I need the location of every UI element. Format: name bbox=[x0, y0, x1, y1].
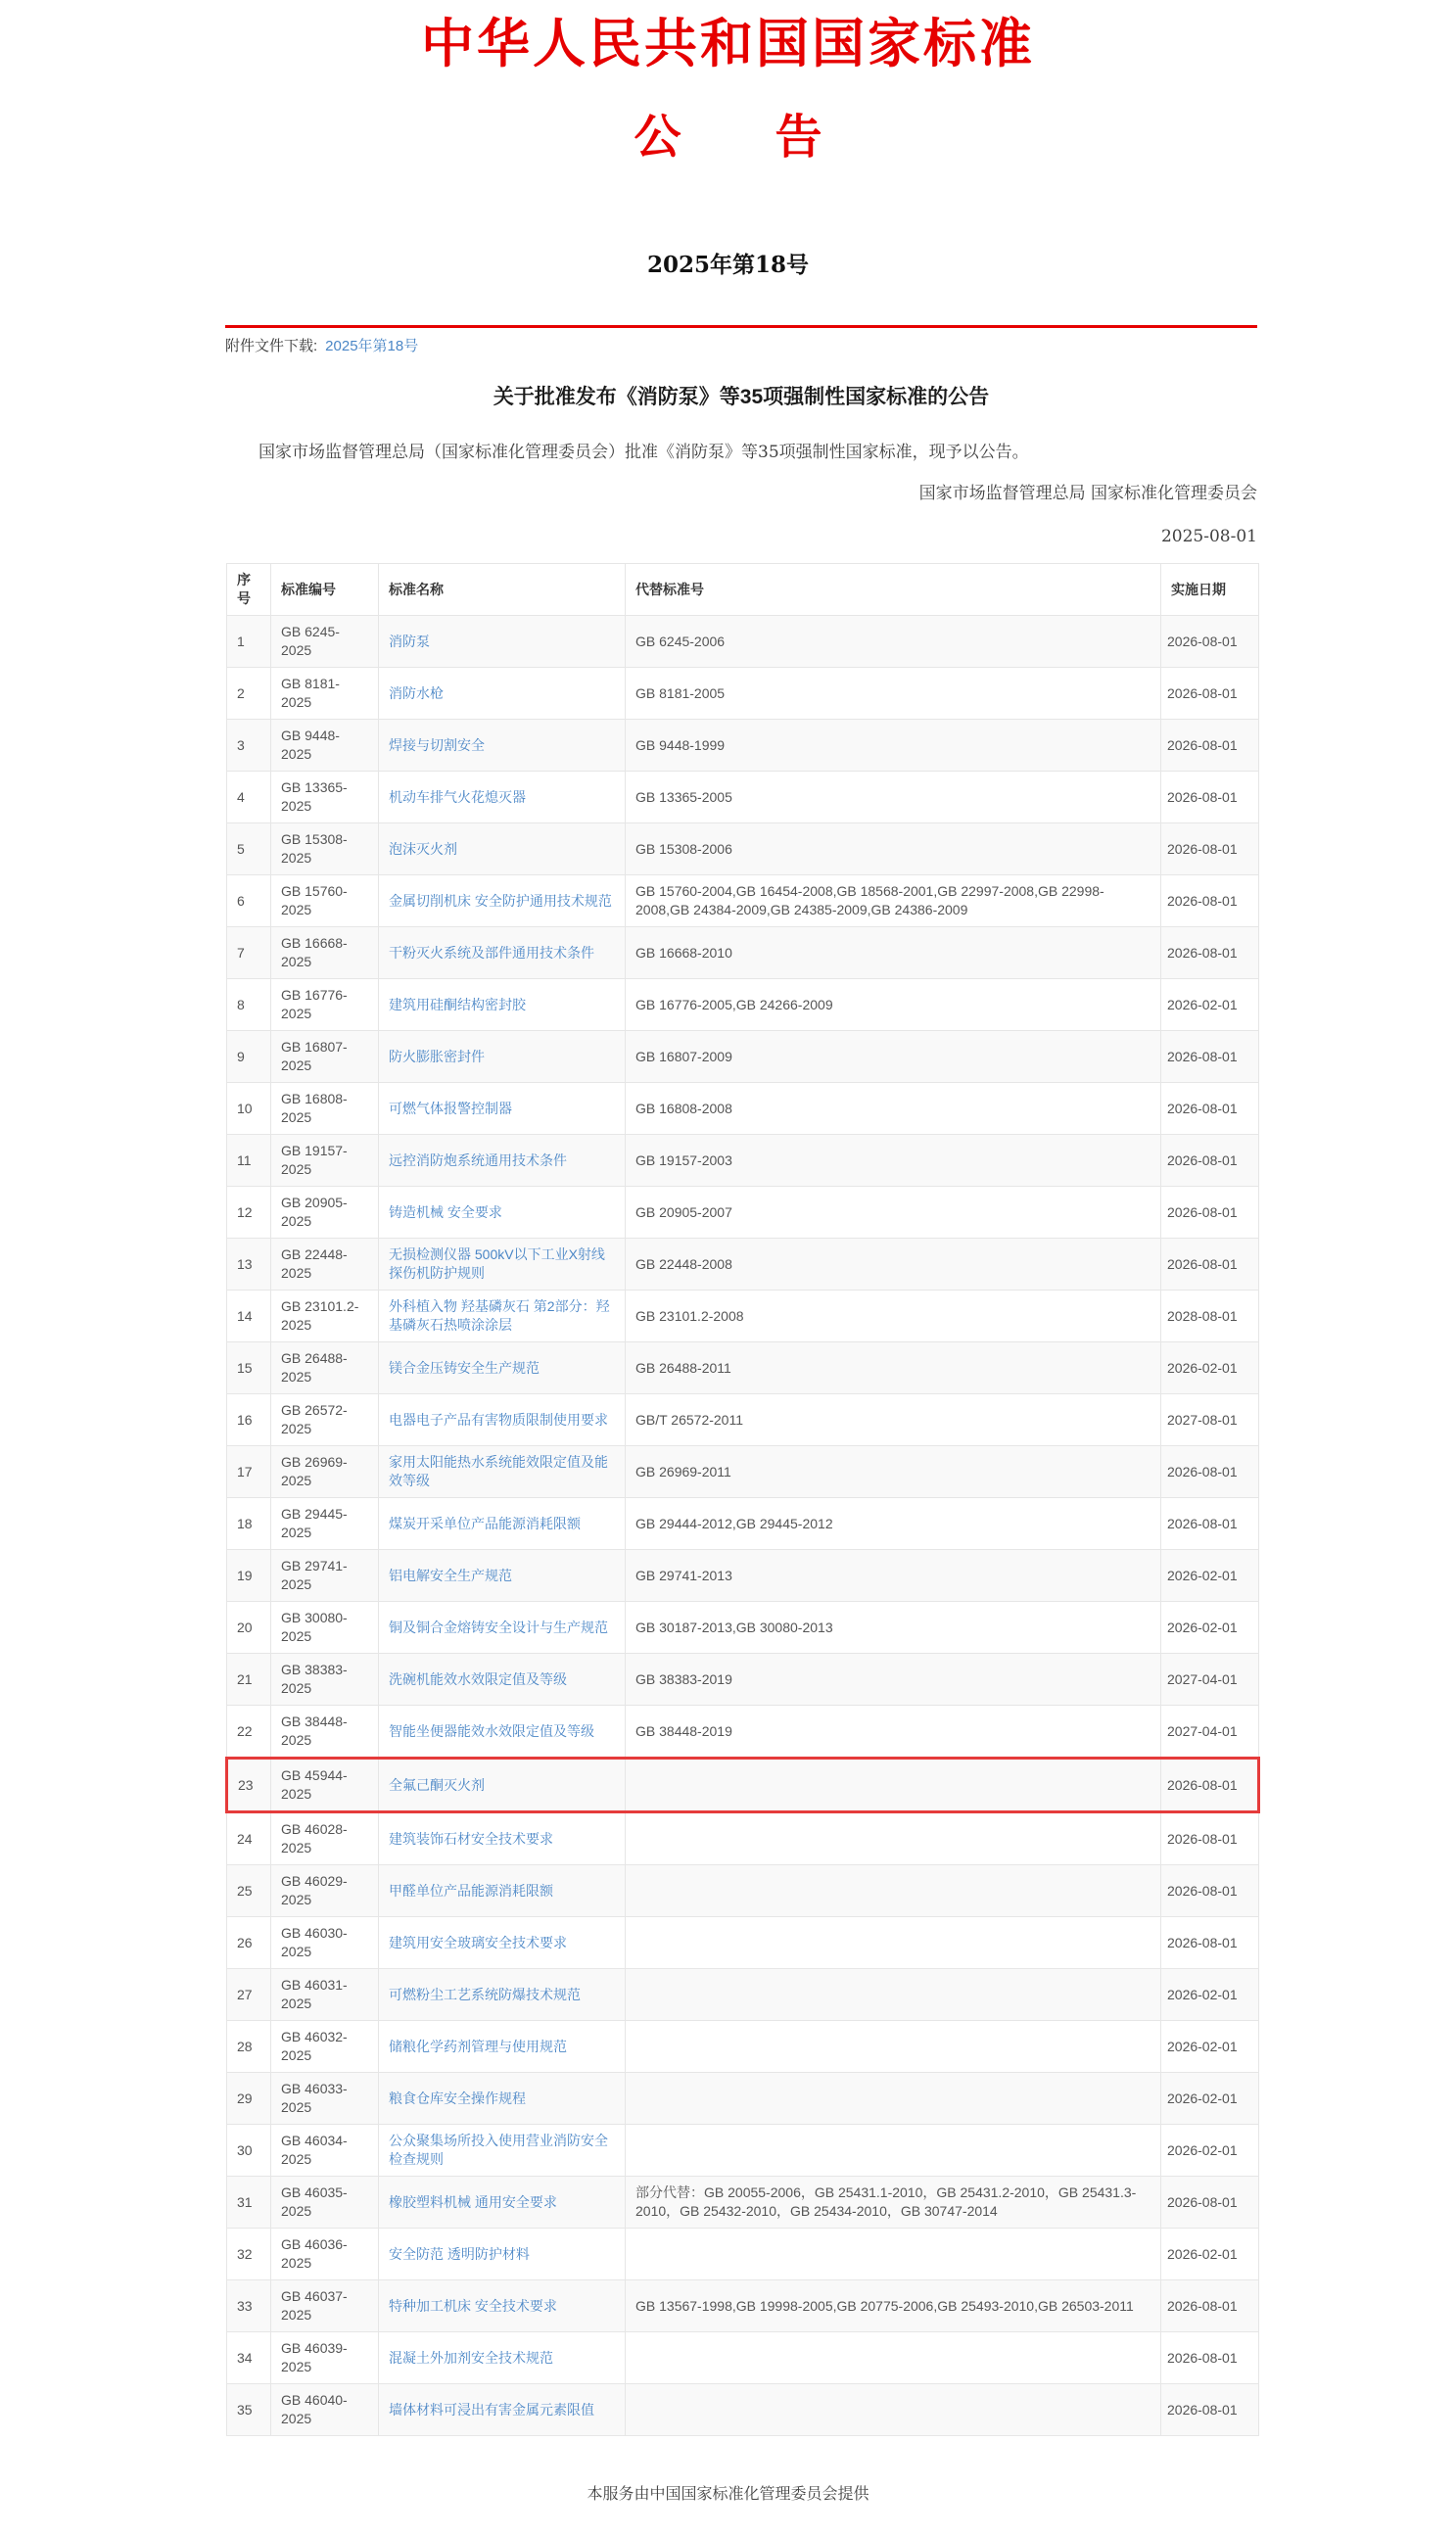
cell-standard-code: GB 13365-2025 bbox=[271, 772, 379, 823]
cell-standard-code: GB 30080-2025 bbox=[271, 1602, 379, 1654]
cell-standard-name bbox=[379, 1498, 626, 1550]
cell-standard-code: GB 6245-2025 bbox=[271, 616, 379, 668]
cell-implementation-date: 2026-02-01 bbox=[1161, 1342, 1259, 1394]
table-row bbox=[227, 875, 1259, 927]
cell-seq: 16 bbox=[227, 1394, 271, 1446]
cell-seq: 35 bbox=[227, 2384, 271, 2436]
cell-standard-code: GB 16776-2025 bbox=[271, 979, 379, 1031]
table-row bbox=[227, 2384, 1259, 2436]
standard-name-link[interactable]: 铸造机械 安全要求 bbox=[389, 1203, 502, 1220]
cell-replaced-standards: GB 9448-1999 bbox=[626, 720, 1161, 772]
cell-standard-name bbox=[379, 1969, 626, 2021]
cell-implementation-date: 2026-08-01 bbox=[1161, 1446, 1259, 1498]
table-row bbox=[227, 720, 1259, 772]
red-divider bbox=[225, 325, 1257, 328]
cell-replaced-standards: GB 23101.2-2008 bbox=[626, 1291, 1161, 1342]
cell-seq: 12 bbox=[227, 1187, 271, 1239]
cell-seq: 1 bbox=[227, 616, 271, 668]
cell-implementation-date: 2026-08-01 bbox=[1161, 2177, 1259, 2229]
cell-seq: 4 bbox=[227, 772, 271, 823]
cell-seq: 18 bbox=[227, 1498, 271, 1550]
standard-name-link[interactable]: 可燃气体报警控制器 bbox=[389, 1100, 512, 1116]
standard-name-link[interactable]: 铜及铜合金熔铸安全设计与生产规范 bbox=[389, 1619, 608, 1635]
cell-standard-code: GB 9448-2025 bbox=[271, 720, 379, 772]
cell-implementation-date: 2026-08-01 bbox=[1161, 2384, 1259, 2436]
standard-name-link[interactable]: 建筑用安全玻璃安全技术要求 bbox=[389, 1934, 567, 1950]
cell-seq: 24 bbox=[227, 1812, 271, 1865]
table-row bbox=[227, 1602, 1259, 1654]
standard-name-link[interactable]: 防火膨胀密封件 bbox=[389, 1048, 485, 1064]
cell-implementation-date: 2026-08-01 bbox=[1161, 1187, 1259, 1239]
cell-replaced-standards: GB 16807-2009 bbox=[626, 1031, 1161, 1083]
col-header-replaces: 代替标准号 bbox=[626, 564, 1161, 616]
cell-standard-name bbox=[379, 1083, 626, 1135]
standard-name-link[interactable]: 粮食仓库安全操作规程 bbox=[389, 2090, 526, 2106]
table-row bbox=[227, 1706, 1259, 1759]
cell-replaced-standards: GB 19157-2003 bbox=[626, 1135, 1161, 1187]
standard-name-link[interactable]: 特种加工机床 安全技术要求 bbox=[389, 2297, 557, 2314]
table-row bbox=[227, 2332, 1259, 2384]
attachment-label: 附件文件下载: bbox=[225, 338, 318, 354]
cell-seq: 3 bbox=[227, 720, 271, 772]
col-header-seq: 序号 bbox=[227, 564, 271, 616]
cell-standard-code: GB 8181-2025 bbox=[271, 668, 379, 720]
standard-name-link[interactable]: 铝电解安全生产规范 bbox=[389, 1567, 512, 1583]
cell-seq: 29 bbox=[227, 2073, 271, 2125]
cell-replaced-standards bbox=[626, 2384, 1161, 2436]
cell-seq: 25 bbox=[227, 1865, 271, 1917]
cell-standard-code: GB 29445-2025 bbox=[271, 1498, 379, 1550]
cell-seq: 32 bbox=[227, 2229, 271, 2280]
cell-standard-code: GB 15308-2025 bbox=[271, 823, 379, 875]
cell-replaced-standards: GB 20905-2007 bbox=[626, 1187, 1161, 1239]
cell-implementation-date: 2027-04-01 bbox=[1161, 1706, 1259, 1759]
table-row bbox=[227, 1187, 1259, 1239]
cell-seq: 6 bbox=[227, 875, 271, 927]
cell-implementation-date: 2026-08-01 bbox=[1161, 927, 1259, 979]
cell-standard-name bbox=[379, 1239, 626, 1291]
standard-name-link[interactable]: 公众聚集场所投入使用营业消防安全检查规则 bbox=[389, 2133, 608, 2167]
cell-standard-name bbox=[379, 875, 626, 927]
col-header-code: 标准编号 bbox=[271, 564, 379, 616]
table-row bbox=[227, 1083, 1259, 1135]
cell-replaced-standards: GB 6245-2006 bbox=[626, 616, 1161, 668]
cell-implementation-date: 2027-08-01 bbox=[1161, 1394, 1259, 1446]
standard-name-link[interactable]: 洗碗机能效水效限定值及等级 bbox=[389, 1670, 567, 1687]
cell-implementation-date: 2026-02-01 bbox=[1161, 1969, 1259, 2021]
cell-replaced-standards: GB 13365-2005 bbox=[626, 772, 1161, 823]
table-row bbox=[227, 823, 1259, 875]
cell-replaced-standards bbox=[626, 1917, 1161, 1969]
issue-number: 2025年第18号 bbox=[646, 252, 810, 278]
issue-date: 2025-08-01 bbox=[1160, 527, 1257, 546]
cell-standard-name bbox=[379, 2384, 626, 2436]
cell-replaced-standards bbox=[626, 2229, 1161, 2280]
cell-standard-name bbox=[379, 1706, 626, 1759]
standard-name-link[interactable]: 电器电子产品有害物质限制使用要求 bbox=[389, 1411, 608, 1428]
standards-table bbox=[225, 563, 1260, 2436]
cell-standard-code: GB 19157-2025 bbox=[271, 1135, 379, 1187]
masthead-title: 中华人民共和国国家标准 bbox=[421, 12, 1035, 74]
cell-implementation-date: 2026-08-01 bbox=[1161, 1865, 1259, 1917]
cell-implementation-date: 2026-02-01 bbox=[1161, 2073, 1259, 2125]
cell-implementation-date: 2028-08-01 bbox=[1161, 1291, 1259, 1342]
standard-name-link[interactable]: 机动车排气火花熄灭器 bbox=[389, 788, 526, 805]
cell-replaced-standards: GB/T 26572-2011 bbox=[626, 1394, 1161, 1446]
cell-standard-code: GB 22448-2025 bbox=[271, 1239, 379, 1291]
standard-name-link[interactable]: 甲醛单位产品能源消耗限额 bbox=[389, 1882, 553, 1899]
standard-name-link[interactable]: 消防泵 bbox=[389, 633, 430, 649]
cell-standard-name bbox=[379, 2125, 626, 2177]
cell-standard-code: GB 46032-2025 bbox=[271, 2021, 379, 2073]
cell-replaced-standards: GB 8181-2005 bbox=[626, 668, 1161, 720]
cell-implementation-date: 2026-08-01 bbox=[1161, 1083, 1259, 1135]
cell-standard-code: GB 46036-2025 bbox=[271, 2229, 379, 2280]
cell-standard-name bbox=[379, 1812, 626, 1865]
cell-standard-name bbox=[379, 1291, 626, 1342]
cell-standard-name bbox=[379, 979, 626, 1031]
cell-standard-code: GB 16668-2025 bbox=[271, 927, 379, 979]
cell-implementation-date: 2026-08-01 bbox=[1161, 1498, 1259, 1550]
cell-standard-name bbox=[379, 1394, 626, 1446]
cell-standard-name bbox=[379, 2332, 626, 2384]
table-row bbox=[227, 1812, 1259, 1865]
table-row bbox=[227, 927, 1259, 979]
cell-standard-code: GB 20905-2025 bbox=[271, 1187, 379, 1239]
cell-replaced-standards: GB 26488-2011 bbox=[626, 1342, 1161, 1394]
cell-standard-code: GB 29741-2025 bbox=[271, 1550, 379, 1602]
cell-replaced-standards: GB 29741-2013 bbox=[626, 1550, 1161, 1602]
table-row bbox=[227, 1550, 1259, 1602]
cell-seq: 5 bbox=[227, 823, 271, 875]
cell-standard-code: GB 15760-2025 bbox=[271, 875, 379, 927]
cell-replaced-standards: GB 15308-2006 bbox=[626, 823, 1161, 875]
cell-replaced-standards: GB 26969-2011 bbox=[626, 1446, 1161, 1498]
cell-standard-name bbox=[379, 2229, 626, 2280]
cell-standard-name bbox=[379, 1654, 626, 1706]
cell-seq: 22 bbox=[227, 1706, 271, 1759]
table-row bbox=[227, 979, 1259, 1031]
cell-implementation-date: 2026-08-01 bbox=[1161, 2332, 1259, 2384]
cell-standard-code: GB 16807-2025 bbox=[271, 1031, 379, 1083]
cell-seq: 7 bbox=[227, 927, 271, 979]
cell-replaced-standards bbox=[626, 2125, 1161, 2177]
cell-seq: 15 bbox=[227, 1342, 271, 1394]
cell-standard-name bbox=[379, 1550, 626, 1602]
cell-seq: 28 bbox=[227, 2021, 271, 2073]
cell-implementation-date: 2026-08-01 bbox=[1161, 875, 1259, 927]
cell-replaced-standards bbox=[626, 1759, 1161, 1812]
col-header-name: 标准名称 bbox=[379, 564, 626, 616]
announcement-title: 关于批准发布《消防泵》等35项强制性国家标准的公告 bbox=[493, 386, 990, 408]
table-row bbox=[227, 1446, 1259, 1498]
table-row bbox=[227, 2073, 1259, 2125]
cell-implementation-date: 2026-08-01 bbox=[1161, 668, 1259, 720]
cell-standard-code: GB 46037-2025 bbox=[271, 2280, 379, 2332]
table-row bbox=[227, 616, 1259, 668]
cell-standard-code: GB 46033-2025 bbox=[271, 2073, 379, 2125]
standard-name-link[interactable]: 镁合金压铸安全生产规范 bbox=[389, 1359, 540, 1376]
cell-seq: 23 bbox=[227, 1759, 271, 1812]
standard-name-link[interactable]: 智能坐便器能效水效限定值及等级 bbox=[389, 1722, 594, 1739]
cell-replaced-standards bbox=[626, 1865, 1161, 1917]
table-row bbox=[227, 2021, 1259, 2073]
cell-implementation-date: 2026-02-01 bbox=[1161, 1550, 1259, 1602]
standard-name-link[interactable]: 干粉灭火系统及部件通用技术条件 bbox=[389, 944, 594, 961]
attachment-download-link[interactable]: 2025年第18号 bbox=[325, 338, 419, 354]
table-row bbox=[227, 1291, 1259, 1342]
cell-standard-code: GB 46031-2025 bbox=[271, 1969, 379, 2021]
table-row bbox=[227, 1342, 1259, 1394]
cell-standard-code: GB 38383-2025 bbox=[271, 1654, 379, 1706]
standard-name-link[interactable]: 墙体材料可浸出有害金属元素限值 bbox=[389, 2401, 594, 2418]
cell-standard-name bbox=[379, 2073, 626, 2125]
cell-seq: 33 bbox=[227, 2280, 271, 2332]
cell-standard-code: GB 16808-2025 bbox=[271, 1083, 379, 1135]
table-row bbox=[227, 1394, 1259, 1446]
table-row bbox=[227, 1498, 1259, 1550]
cell-replaced-standards: GB 29444-2012,GB 29445-2012 bbox=[626, 1498, 1161, 1550]
cell-seq: 11 bbox=[227, 1135, 271, 1187]
table-row bbox=[227, 772, 1259, 823]
cell-implementation-date: 2026-08-01 bbox=[1161, 1031, 1259, 1083]
cell-standard-name bbox=[379, 1187, 626, 1239]
cell-implementation-date: 2026-08-01 bbox=[1161, 720, 1259, 772]
cell-replaced-standards: GB 16808-2008 bbox=[626, 1083, 1161, 1135]
cell-standard-code: GB 38448-2025 bbox=[271, 1706, 379, 1759]
cell-seq: 20 bbox=[227, 1602, 271, 1654]
cell-standard-name bbox=[379, 1917, 626, 1969]
cell-standard-name bbox=[379, 720, 626, 772]
cell-standard-name bbox=[379, 1135, 626, 1187]
cell-replaced-standards: GB 13567-1998,GB 19998-2005,GB 20775-2006,GB 25493-2010,GB 26503-2011 bbox=[626, 2280, 1161, 2332]
cell-replaced-standards: GB 38448-2019 bbox=[626, 1706, 1161, 1759]
cell-standard-name bbox=[379, 616, 626, 668]
cell-standard-name bbox=[379, 1865, 626, 1917]
cell-standard-name bbox=[379, 1342, 626, 1394]
table-row bbox=[227, 1239, 1259, 1291]
table-row bbox=[227, 1865, 1259, 1917]
standard-name-link[interactable]: 全氟己酮灭火剂 bbox=[389, 1776, 485, 1793]
cell-implementation-date: 2026-08-01 bbox=[1161, 1239, 1259, 1291]
cell-replaced-standards: GB 16668-2010 bbox=[626, 927, 1161, 979]
cell-replaced-standards: GB 38383-2019 bbox=[626, 1654, 1161, 1706]
cell-implementation-date: 2027-04-01 bbox=[1161, 1654, 1259, 1706]
issuing-authority: 国家市场监督管理总局 国家标准化管理委员会 bbox=[918, 484, 1257, 503]
cell-seq: 26 bbox=[227, 1917, 271, 1969]
standard-name-link[interactable]: 混凝土外加剂安全技术规范 bbox=[389, 2349, 553, 2366]
cell-standard-name bbox=[379, 2280, 626, 2332]
standard-name-link[interactable]: 家用太阳能热水系统能效限定值及能效等级 bbox=[389, 1454, 608, 1488]
standard-name-link[interactable]: 无损检测仪器 500kV以下工业X射线探伤机防护规则 bbox=[389, 1246, 605, 1281]
table-row bbox=[227, 1135, 1259, 1187]
table-row bbox=[227, 668, 1259, 720]
cell-standard-name bbox=[379, 1759, 626, 1812]
cell-seq: 13 bbox=[227, 1239, 271, 1291]
cell-standard-code: GB 46035-2025 bbox=[271, 2177, 379, 2229]
cell-implementation-date: 2026-08-01 bbox=[1161, 616, 1259, 668]
cell-standard-name bbox=[379, 823, 626, 875]
cell-seq: 9 bbox=[227, 1031, 271, 1083]
cell-standard-code: GB 26488-2025 bbox=[271, 1342, 379, 1394]
cell-implementation-date: 2026-08-01 bbox=[1161, 1812, 1259, 1865]
cell-replaced-standards bbox=[626, 1812, 1161, 1865]
cell-standard-name bbox=[379, 668, 626, 720]
cell-replaced-standards: GB 16776-2005,GB 24266-2009 bbox=[626, 979, 1161, 1031]
cell-implementation-date: 2026-08-01 bbox=[1161, 1759, 1259, 1812]
cell-implementation-date: 2026-02-01 bbox=[1161, 2125, 1259, 2177]
table-row bbox=[227, 2177, 1259, 2229]
standard-name-link[interactable]: 消防水枪 bbox=[389, 684, 444, 701]
cell-replaced-standards: GB 30187-2013,GB 30080-2013 bbox=[626, 1602, 1161, 1654]
cell-seq: 34 bbox=[227, 2332, 271, 2384]
cell-standard-name bbox=[379, 2177, 626, 2229]
table-row bbox=[227, 2280, 1259, 2332]
table-row bbox=[227, 2125, 1259, 2177]
table-row bbox=[227, 1654, 1259, 1706]
cell-standard-name bbox=[379, 2021, 626, 2073]
announcement-body: 国家市场监督管理总局（国家标准化管理委员会）批准《消防泵》等35项强制性国家标准，现予以公告。 bbox=[258, 443, 1029, 462]
cell-seq: 2 bbox=[227, 668, 271, 720]
standard-name-link[interactable]: 泡沫灭火剂 bbox=[389, 840, 457, 857]
standard-name-link[interactable]: 远控消防炮系统通用技术条件 bbox=[389, 1151, 567, 1168]
cell-replaced-standards bbox=[626, 2332, 1161, 2384]
standard-name-link[interactable]: 外科植入物 羟基磷灰石 第2部分：羟基磷灰石热喷涂涂层 bbox=[389, 1298, 610, 1333]
cell-implementation-date: 2026-02-01 bbox=[1161, 2229, 1259, 2280]
cell-implementation-date: 2026-08-01 bbox=[1161, 823, 1259, 875]
cell-standard-code: GB 26969-2025 bbox=[271, 1446, 379, 1498]
table-row bbox=[227, 2229, 1259, 2280]
table-row bbox=[227, 1969, 1259, 2021]
cell-seq: 19 bbox=[227, 1550, 271, 1602]
cell-implementation-date: 2026-08-01 bbox=[1161, 1135, 1259, 1187]
attachment-row bbox=[225, 336, 1257, 357]
standard-name-link[interactable]: 建筑用硅酮结构密封胶 bbox=[389, 996, 526, 1012]
cell-implementation-date: 2026-08-01 bbox=[1161, 1917, 1259, 1969]
cell-implementation-date: 2026-08-01 bbox=[1161, 772, 1259, 823]
standard-name-link[interactable]: 建筑装饰石材安全技术要求 bbox=[389, 1830, 553, 1847]
cell-implementation-date: 2026-02-01 bbox=[1161, 1602, 1259, 1654]
table-header-row bbox=[227, 564, 1259, 616]
table-row bbox=[227, 1031, 1259, 1083]
cell-seq: 30 bbox=[227, 2125, 271, 2177]
cell-standard-code: GB 26572-2025 bbox=[271, 1394, 379, 1446]
cell-standard-code: GB 46028-2025 bbox=[271, 1812, 379, 1865]
announcement-page bbox=[0, 14, 1456, 2536]
cell-standard-code: GB 45944-2025 bbox=[271, 1759, 379, 1812]
standard-name-link[interactable]: 可燃粉尘工艺系统防爆技术规范 bbox=[389, 1986, 581, 2002]
cell-seq: 8 bbox=[227, 979, 271, 1031]
col-header-date: 实施日期 bbox=[1161, 564, 1259, 616]
cell-standard-code: GB 46029-2025 bbox=[271, 1865, 379, 1917]
service-footer: 本服务由中国国家标准化管理委员会提供 bbox=[587, 2486, 869, 2503]
cell-replaced-standards bbox=[626, 2073, 1161, 2125]
table-row bbox=[227, 1917, 1259, 1969]
cell-seq: 21 bbox=[227, 1654, 271, 1706]
cell-standard-code: GB 46039-2025 bbox=[271, 2332, 379, 2384]
cell-standard-name bbox=[379, 1602, 626, 1654]
cell-seq: 27 bbox=[227, 1969, 271, 2021]
cell-implementation-date: 2026-02-01 bbox=[1161, 2021, 1259, 2073]
cell-replaced-standards: 部分代替：GB 20055-2006，GB 25431.1-2010，GB 25431.2-2010，GB 25431.3-2010，GB 25432-2010，GB 25434-2010，GB 30747-2014 bbox=[626, 2177, 1161, 2229]
cell-implementation-date: 2026-02-01 bbox=[1161, 979, 1259, 1031]
masthead-subtitle: 公 告 bbox=[634, 110, 822, 164]
cell-standard-code: GB 23101.2-2025 bbox=[271, 1291, 379, 1342]
cell-standard-code: GB 46030-2025 bbox=[271, 1917, 379, 1969]
standard-name-link[interactable]: 安全防范 透明防护材料 bbox=[389, 2245, 530, 2262]
cell-standard-name bbox=[379, 1446, 626, 1498]
table-row-highlighted bbox=[227, 1759, 1259, 1812]
cell-seq: 10 bbox=[227, 1083, 271, 1135]
cell-replaced-standards bbox=[626, 1969, 1161, 2021]
standard-name-link[interactable]: 金属切削机床 安全防护通用技术规范 bbox=[389, 892, 612, 909]
cell-standard-name bbox=[379, 1031, 626, 1083]
cell-seq: 17 bbox=[227, 1446, 271, 1498]
cell-seq: 31 bbox=[227, 2177, 271, 2229]
cell-standard-code: GB 46040-2025 bbox=[271, 2384, 379, 2436]
standard-name-link[interactable]: 储粮化学药剂管理与使用规范 bbox=[389, 2038, 567, 2054]
cell-standard-name bbox=[379, 927, 626, 979]
cell-standard-name bbox=[379, 772, 626, 823]
standard-name-link[interactable]: 焊接与切割安全 bbox=[389, 736, 485, 753]
cell-standard-code: GB 46034-2025 bbox=[271, 2125, 379, 2177]
cell-implementation-date: 2026-08-01 bbox=[1161, 2280, 1259, 2332]
cell-replaced-standards: GB 15760-2004,GB 16454-2008,GB 18568-2001,GB 22997-2008,GB 22998-2008,GB 24384-2009,GB 24385-2009,GB 24386-2009 bbox=[626, 875, 1161, 927]
cell-seq: 14 bbox=[227, 1291, 271, 1342]
cell-replaced-standards bbox=[626, 2021, 1161, 2073]
standard-name-link[interactable]: 橡胶塑料机械 通用安全要求 bbox=[389, 2193, 557, 2210]
standard-name-link[interactable]: 煤炭开采单位产品能源消耗限额 bbox=[389, 1515, 581, 1531]
cell-replaced-standards: GB 22448-2008 bbox=[626, 1239, 1161, 1291]
